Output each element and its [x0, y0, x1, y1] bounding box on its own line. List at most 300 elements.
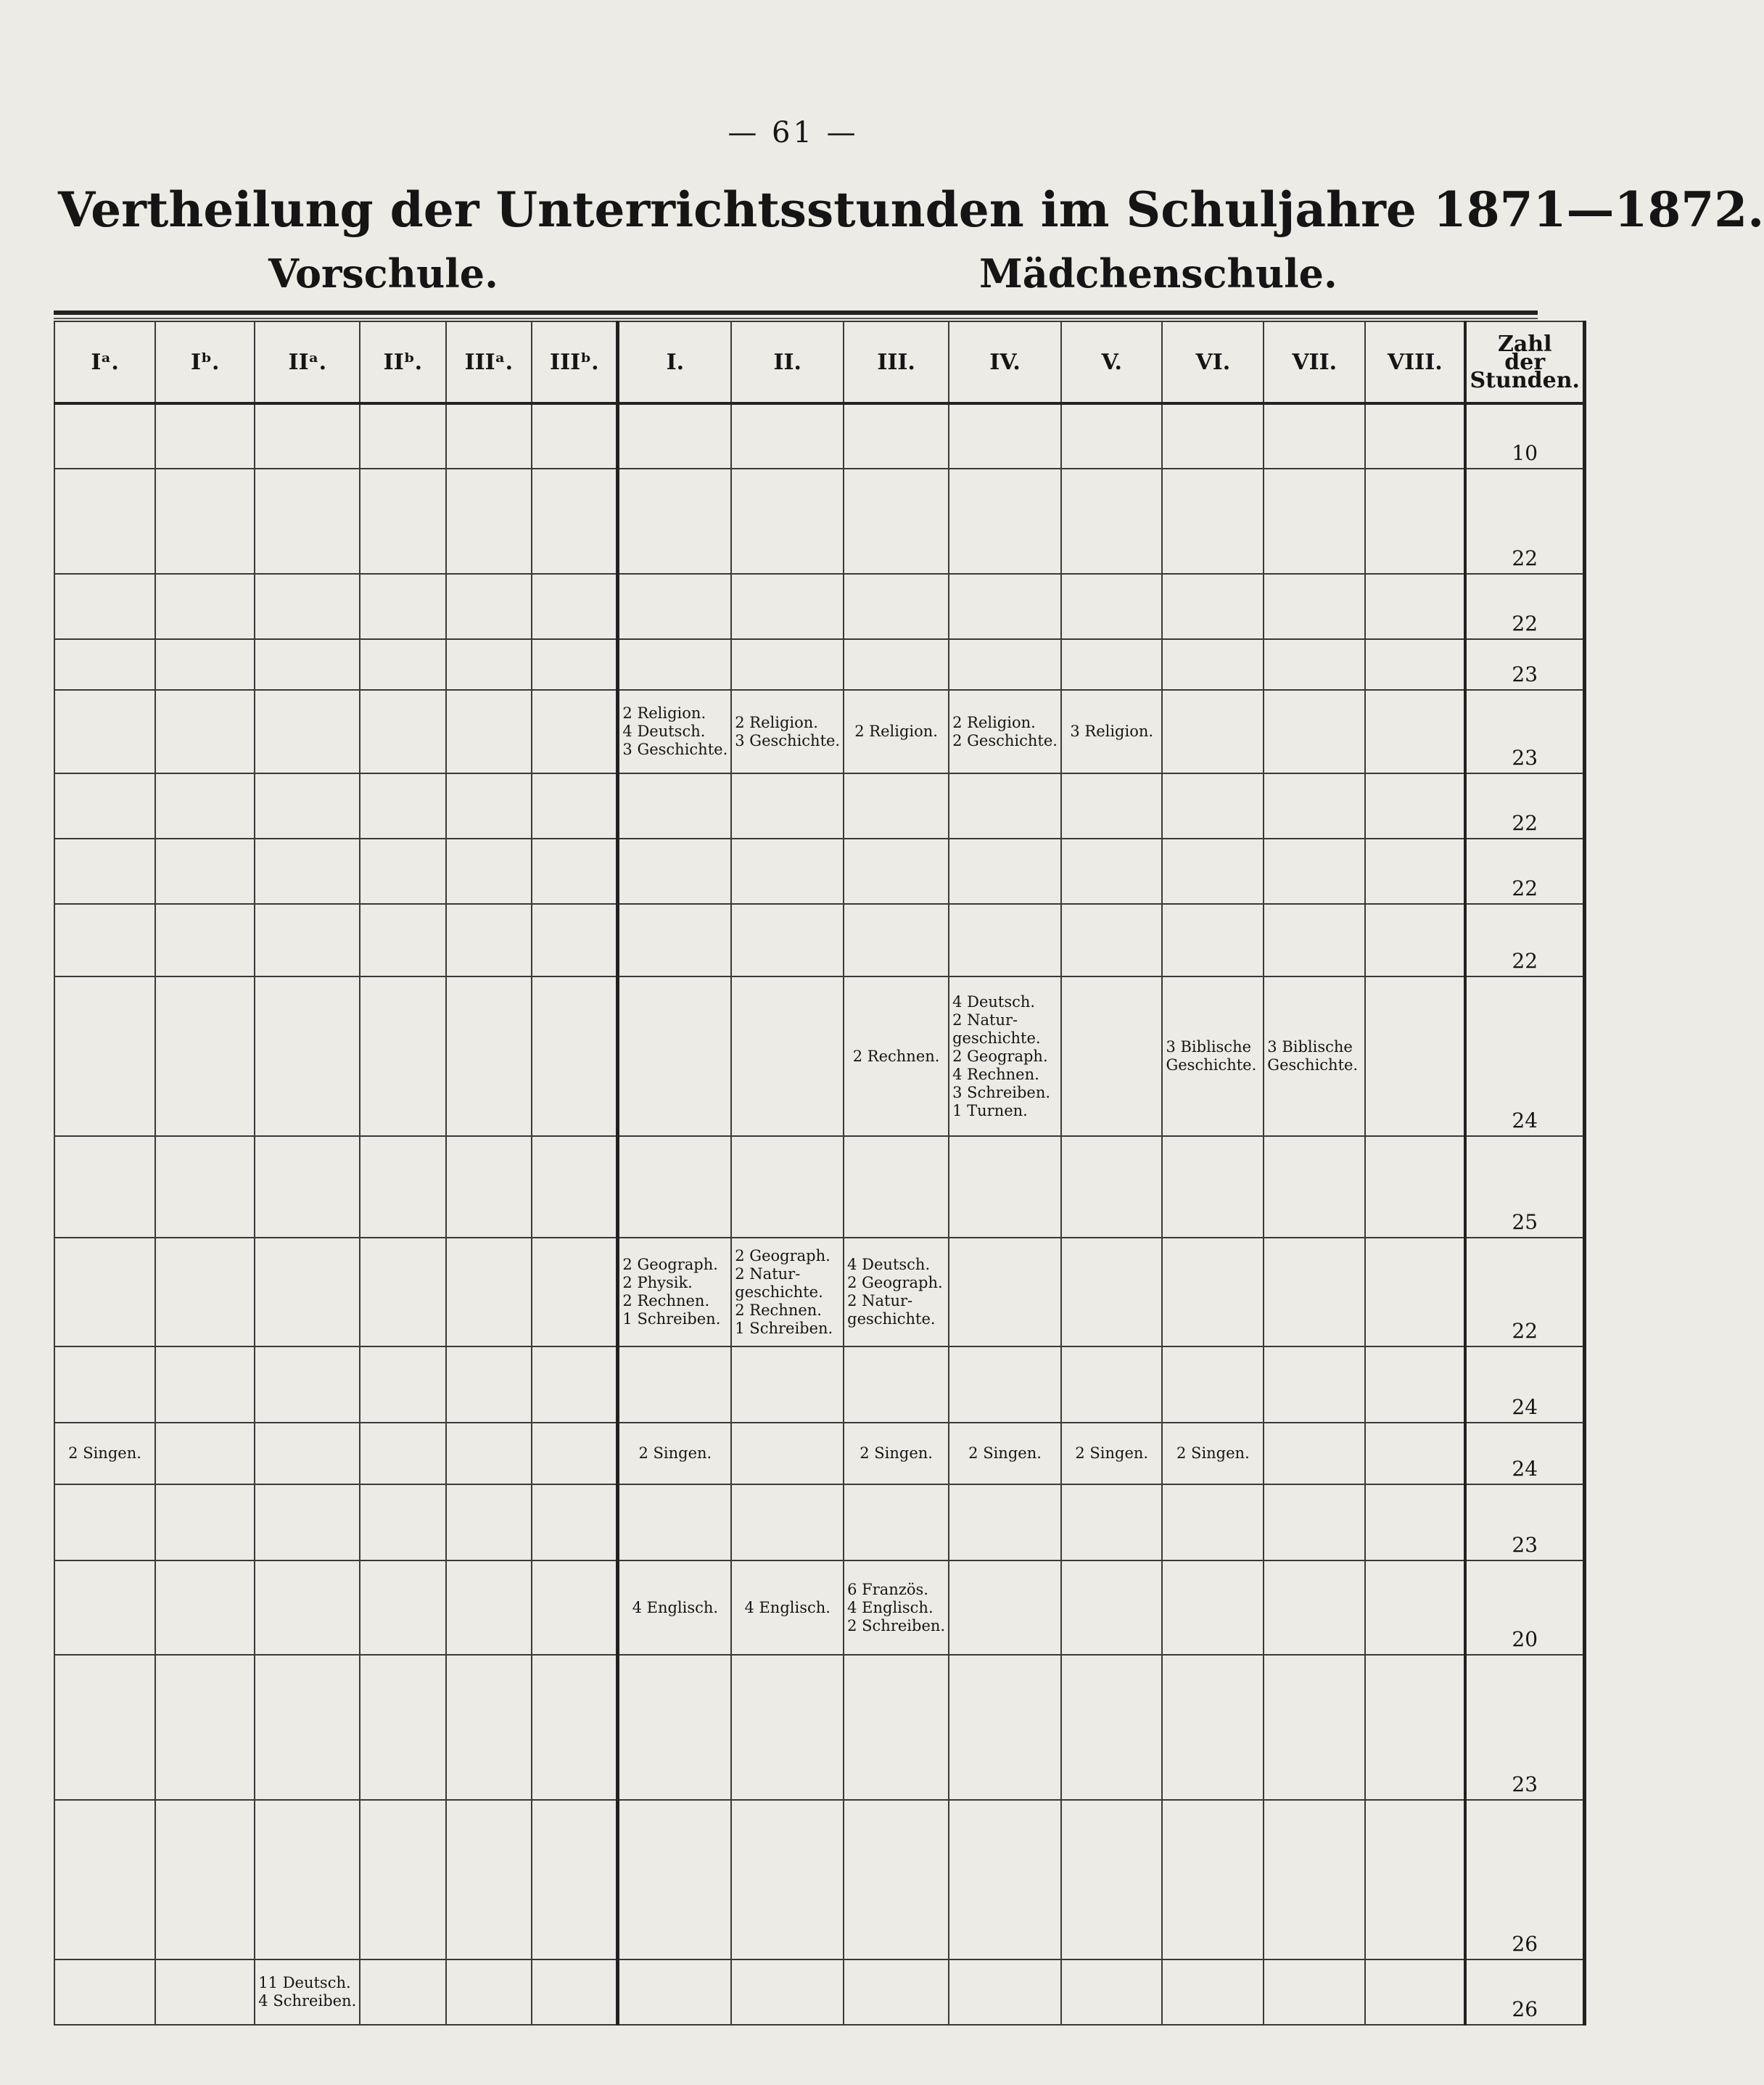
cell-v-iib — [360, 1238, 445, 1346]
cell-v-iiib — [532, 773, 618, 839]
cell-m-ii — [731, 1655, 844, 1800]
cell-m-v — [1061, 904, 1163, 976]
cell-text: 3 Geschichte. — [735, 731, 841, 749]
cell-v-ia — [54, 403, 155, 469]
cell-m-v — [1061, 574, 1163, 639]
cell-v-ia — [54, 1959, 155, 2025]
cell-text: 2 Physik. — [622, 1274, 693, 1291]
cell-m-v — [1061, 839, 1163, 904]
cell-v-iib — [360, 1346, 445, 1423]
cell-v-iiib — [532, 839, 618, 904]
cell-m-vii — [1264, 839, 1365, 904]
cell-m-i — [618, 904, 731, 976]
cell-v-iib — [360, 976, 445, 1136]
cell-text: 4 Deutsch. — [847, 1256, 931, 1273]
cell-v-ib — [155, 976, 255, 1136]
col-header-ib: Iᵇ. — [155, 321, 255, 403]
cell-m-i — [618, 1800, 731, 1959]
cell-m-viii — [1365, 1346, 1465, 1423]
cell-v-iia — [255, 469, 360, 574]
cell-text: 2 Natur- — [952, 1011, 1018, 1029]
cell-text: 2 Singen. — [1075, 1444, 1149, 1462]
cell-m-vi — [1162, 1560, 1264, 1655]
cell-m-iv — [949, 1484, 1061, 1560]
cell-m-iii — [844, 1655, 949, 1800]
cell-hour-count: 23 — [1465, 1484, 1584, 1560]
cell-v-iiib — [532, 1238, 618, 1346]
table-row — [54, 773, 1585, 839]
page-title: Vertheilung der Unterrichtsstunden im Schuljahre 1871—1872. — [58, 181, 1764, 238]
cell-v-ib — [155, 1423, 255, 1484]
cell-hour-count: 23 — [1465, 1655, 1584, 1800]
cell-m-v — [1061, 976, 1163, 1136]
cell-m-viii — [1365, 1560, 1465, 1655]
table-row — [54, 1800, 1585, 1959]
cell-m-viii — [1365, 1136, 1465, 1238]
cell-v-ia — [54, 839, 155, 904]
cell-m-ii — [731, 639, 844, 690]
col-header-iv: IV. — [949, 321, 1061, 403]
cell-m-viii — [1365, 773, 1465, 839]
cell-m-iii — [844, 1560, 949, 1655]
cell-m-vii — [1264, 976, 1365, 1136]
top-rule-thin — [54, 318, 1538, 319]
cell-m-viii — [1365, 1800, 1465, 1959]
cell-m-v — [1061, 1560, 1163, 1655]
cell-hour-count: 26 — [1465, 1800, 1584, 1959]
cell-v-ia — [54, 1423, 155, 1484]
cell-m-iii — [844, 1484, 949, 1560]
table-row — [54, 1560, 1585, 1655]
cell-v-ib — [155, 574, 255, 639]
cell-m-ii — [731, 976, 844, 1136]
cell-m-vii — [1264, 1136, 1365, 1238]
col-header-iii: III. — [844, 321, 949, 403]
cell-text: 4 Englisch. — [744, 1598, 831, 1616]
cell-hour-count: 22 — [1465, 574, 1584, 639]
cell-m-iii — [844, 574, 949, 639]
cell-m-vi — [1162, 1959, 1264, 2025]
cell-m-i — [618, 1655, 731, 1800]
schedule-table — [54, 321, 1586, 2026]
cell-v-iia — [255, 1800, 360, 1959]
table-row — [54, 1423, 1585, 1484]
cell-v-ia — [54, 574, 155, 639]
cell-hour-count: 22 — [1465, 904, 1584, 976]
cell-m-vi — [1162, 469, 1264, 574]
cell-text: 6 Französ. — [847, 1580, 928, 1598]
cell-m-ii — [731, 1800, 844, 1959]
cell-v-ia — [54, 1484, 155, 1560]
table-row — [54, 839, 1585, 904]
col-header-viii: VIII. — [1365, 321, 1465, 403]
table-row — [54, 904, 1585, 976]
cell-m-i — [618, 839, 731, 904]
cell-m-vii — [1264, 1800, 1365, 1959]
cell-v-iib — [360, 639, 445, 690]
cell-v-iiia — [446, 904, 532, 976]
cell-v-iia — [255, 1959, 360, 2025]
cell-text: 4 Deutsch. — [952, 992, 1036, 1011]
cell-v-iiia — [446, 574, 532, 639]
cell-v-ia — [54, 639, 155, 690]
cell-text: 11 Deutsch. — [258, 1974, 351, 1991]
cell-m-iii — [844, 1800, 949, 1959]
cell-v-ib — [155, 403, 255, 469]
count-header-line: der — [1504, 349, 1546, 375]
col-header-ii: II. — [731, 321, 844, 403]
cell-v-iiia — [446, 1484, 532, 1560]
cell-m-i — [618, 976, 731, 1136]
cell-m-vi — [1162, 1136, 1264, 1238]
cell-v-iia — [255, 690, 360, 773]
cell-m-vi — [1162, 1655, 1264, 1800]
cell-text: 2 Rechnen. — [622, 1292, 710, 1309]
cell-m-vii — [1264, 1655, 1365, 1800]
cell-v-iiia — [446, 1346, 532, 1423]
cell-text: 1 Schreiben. — [622, 1310, 721, 1328]
cell-v-ia — [54, 773, 155, 839]
cell-text: geschichte. — [952, 1029, 1041, 1047]
cell-m-v — [1061, 773, 1163, 839]
cell-m-ii — [731, 1136, 844, 1238]
cell-m-vi — [1162, 574, 1264, 639]
cell-v-iiib — [532, 1136, 618, 1238]
cell-text: 2 Geograph. — [952, 1047, 1048, 1065]
cell-hour-count: 26 — [1465, 1959, 1584, 2025]
cell-m-iv — [949, 1959, 1061, 2025]
cell-m-iv — [949, 976, 1061, 1136]
cell-v-iiia — [446, 773, 532, 839]
col-header-iiib: IIIᵇ. — [532, 321, 618, 403]
cell-m-viii — [1365, 839, 1465, 904]
cell-v-ib — [155, 1346, 255, 1423]
cell-m-ii — [731, 403, 844, 469]
cell-m-viii — [1365, 574, 1465, 639]
cell-m-ii — [731, 1346, 844, 1423]
cell-m-ii — [731, 1959, 844, 2025]
cell-v-iib — [360, 1423, 445, 1484]
cell-m-vi — [1162, 773, 1264, 839]
cell-m-iv — [949, 1423, 1061, 1484]
cell-text: 2 Religion. — [735, 713, 818, 731]
cell-text: 2 Religion. — [952, 713, 1036, 731]
cell-m-i — [618, 1560, 731, 1655]
cell-text: 4 Schreiben. — [258, 1992, 357, 2010]
cell-text: 4 Englisch. — [632, 1598, 719, 1616]
cell-v-iiia — [446, 1959, 532, 2025]
cell-m-i — [618, 1423, 731, 1484]
col-header-count — [1465, 321, 1584, 403]
cell-text: 3 Biblische — [1267, 1038, 1353, 1056]
col-header-v: V. — [1061, 321, 1163, 403]
cell-m-i — [618, 1484, 731, 1560]
col-header-iiia: IIIᵃ. — [446, 321, 532, 403]
top-rule — [54, 311, 1538, 315]
cell-m-vii — [1264, 469, 1365, 574]
cell-m-iv — [949, 469, 1061, 574]
cell-m-ii — [731, 1560, 844, 1655]
cell-m-vii — [1264, 690, 1365, 773]
cell-m-v — [1061, 1346, 1163, 1423]
cell-m-iii — [844, 690, 949, 773]
cell-m-vi — [1162, 1423, 1264, 1484]
cell-m-iii — [844, 976, 949, 1136]
cell-v-iiib — [532, 1484, 618, 1560]
table-row — [54, 1655, 1585, 1800]
cell-v-iia — [255, 1560, 360, 1655]
table-body — [54, 403, 1585, 2025]
cell-v-iiia — [446, 1238, 532, 1346]
cell-text: 1 Schreiben. — [735, 1319, 833, 1337]
cell-hour-count: 24 — [1465, 1423, 1584, 1484]
cell-v-iia — [255, 1484, 360, 1560]
cell-m-i — [618, 403, 731, 469]
cell-v-iiia — [446, 690, 532, 773]
cell-v-ia — [54, 1238, 155, 1346]
cell-v-iiia — [446, 976, 532, 1136]
cell-m-vi — [1162, 1484, 1264, 1560]
cell-v-ia — [54, 1136, 155, 1238]
cell-v-iia — [255, 1238, 360, 1346]
cell-text: 2 Singen. — [68, 1444, 141, 1462]
cell-m-viii — [1365, 403, 1465, 469]
cell-text: 1 Turnen. — [952, 1101, 1028, 1119]
cell-m-iv — [949, 839, 1061, 904]
cell-text: Geschichte. — [1267, 1056, 1359, 1074]
cell-v-iia — [255, 773, 360, 839]
cell-v-iiib — [532, 1423, 618, 1484]
cell-v-iiib — [532, 904, 618, 976]
cell-text: 2 Singen. — [1176, 1444, 1250, 1462]
col-header-iia: IIᵃ. — [255, 321, 360, 403]
cell-m-iv — [949, 1346, 1061, 1423]
table-row — [54, 639, 1585, 690]
cell-v-iiia — [446, 839, 532, 904]
cell-v-iib — [360, 403, 445, 469]
cell-m-iii — [844, 1423, 949, 1484]
cell-v-ib — [155, 1238, 255, 1346]
cell-m-vii — [1264, 1484, 1365, 1560]
cell-v-ib — [155, 1136, 255, 1238]
cell-m-viii — [1365, 1959, 1465, 2025]
cell-v-ia — [54, 904, 155, 976]
cell-text: 2 Natur- — [735, 1264, 801, 1283]
table-row — [54, 1959, 1585, 2025]
cell-m-iii — [844, 1238, 949, 1346]
cell-m-vi — [1162, 976, 1264, 1136]
cell-m-vii — [1264, 904, 1365, 976]
cell-v-ib — [155, 1655, 255, 1800]
cell-v-iib — [360, 904, 445, 976]
cell-v-iia — [255, 904, 360, 976]
cell-m-i — [618, 574, 731, 639]
cell-m-ii — [731, 1423, 844, 1484]
cell-m-ii — [731, 773, 844, 839]
cell-v-iib — [360, 1484, 445, 1560]
cell-m-iii — [844, 839, 949, 904]
col-header-iib: IIᵇ. — [360, 321, 445, 403]
cell-m-viii — [1365, 1238, 1465, 1346]
cell-hour-count: 25 — [1465, 1136, 1584, 1238]
cell-v-iiib — [532, 403, 618, 469]
cell-v-iib — [360, 839, 445, 904]
cell-text: 2 Religion. — [622, 704, 706, 722]
cell-text: Geschichte. — [1166, 1056, 1257, 1074]
cell-text: geschichte. — [847, 1310, 936, 1328]
cell-v-iia — [255, 639, 360, 690]
cell-v-ib — [155, 690, 255, 773]
cell-m-ii — [731, 839, 844, 904]
cell-m-v — [1061, 1238, 1163, 1346]
cell-v-iib — [360, 1800, 445, 1959]
cell-m-i — [618, 773, 731, 839]
cell-v-iib — [360, 1959, 445, 2025]
cell-v-iiib — [532, 1800, 618, 1959]
cell-v-iia — [255, 403, 360, 469]
cell-m-viii — [1365, 904, 1465, 976]
cell-m-v — [1061, 1423, 1163, 1484]
cell-m-iv — [949, 403, 1061, 469]
cell-m-iv — [949, 904, 1061, 976]
cell-m-ii — [731, 1484, 844, 1560]
cell-m-iv — [949, 690, 1061, 773]
cell-v-iia — [255, 839, 360, 904]
cell-m-v — [1061, 1484, 1163, 1560]
count-header-line: Zahl — [1497, 331, 1552, 357]
cell-m-i — [618, 469, 731, 574]
cell-text: 3 Schreiben. — [952, 1083, 1051, 1101]
cell-m-i — [618, 690, 731, 773]
cell-text: 2 Rechnen. — [735, 1301, 822, 1319]
cell-m-iv — [949, 1560, 1061, 1655]
table-row — [54, 1346, 1585, 1423]
section-title-vorschule: Vorschule. — [268, 250, 498, 297]
cell-m-vi — [1162, 1800, 1264, 1959]
cell-v-ib — [155, 773, 255, 839]
cell-m-vii — [1264, 1423, 1365, 1484]
cell-hour-count: 23 — [1465, 690, 1584, 773]
cell-v-iiia — [446, 639, 532, 690]
cell-v-iib — [360, 469, 445, 574]
cell-m-viii — [1365, 1423, 1465, 1484]
cell-m-vi — [1162, 690, 1264, 773]
cell-v-ia — [54, 976, 155, 1136]
cell-text: 3 Geschichte. — [622, 741, 728, 758]
cell-v-iiib — [532, 976, 618, 1136]
cell-m-viii — [1365, 690, 1465, 773]
cell-m-iv — [949, 1800, 1061, 1959]
cell-v-iiib — [532, 469, 618, 574]
cell-v-iiia — [446, 1655, 532, 1800]
cell-v-ia — [54, 1655, 155, 1800]
cell-v-iia — [255, 1655, 360, 1800]
cell-m-iii — [844, 1959, 949, 2025]
cell-m-viii — [1365, 469, 1465, 574]
cell-m-ii — [731, 574, 844, 639]
table-row — [54, 690, 1585, 773]
cell-hour-count: 22 — [1465, 839, 1584, 904]
cell-v-iib — [360, 1136, 445, 1238]
cell-m-ii — [731, 1238, 844, 1346]
cell-v-iiib — [532, 690, 618, 773]
cell-v-ia — [54, 1346, 155, 1423]
cell-hour-count: 22 — [1465, 469, 1584, 574]
cell-m-i — [618, 1346, 731, 1423]
cell-m-iii — [844, 639, 949, 690]
cell-text: 2 Singen. — [860, 1444, 933, 1462]
cell-v-iiia — [446, 1560, 532, 1655]
cell-m-v — [1061, 469, 1163, 574]
cell-hour-count: 22 — [1465, 1238, 1584, 1346]
cell-v-iib — [360, 1560, 445, 1655]
cell-m-i — [618, 1136, 731, 1238]
cell-text: 2 Geograph. — [622, 1256, 718, 1273]
cell-text: 4 Deutsch. — [622, 723, 706, 740]
cell-v-iia — [255, 574, 360, 639]
cell-text: 2 Rechnen. — [852, 1047, 940, 1065]
cell-v-ia — [54, 690, 155, 773]
cell-m-ii — [731, 690, 844, 773]
cell-m-vi — [1162, 403, 1264, 469]
table-row — [54, 1136, 1585, 1238]
cell-m-ii — [731, 904, 844, 976]
cell-m-viii — [1365, 639, 1465, 690]
cell-m-i — [618, 1238, 731, 1346]
cell-m-iii — [844, 403, 949, 469]
table-row — [54, 469, 1585, 574]
cell-m-vii — [1264, 574, 1365, 639]
cell-m-vii — [1264, 1346, 1365, 1423]
cell-m-iii — [844, 1346, 949, 1423]
cell-m-iv — [949, 639, 1061, 690]
cell-v-iib — [360, 690, 445, 773]
cell-v-ib — [155, 1800, 255, 1959]
cell-v-iia — [255, 1136, 360, 1238]
cell-hour-count: 23 — [1465, 639, 1584, 690]
cell-hour-count: 22 — [1465, 773, 1584, 839]
cell-m-iii — [844, 1136, 949, 1238]
cell-v-iib — [360, 1655, 445, 1800]
cell-v-iia — [255, 1346, 360, 1423]
cell-v-ib — [155, 469, 255, 574]
cell-m-iv — [949, 1655, 1061, 1800]
cell-v-iiia — [446, 403, 532, 469]
cell-v-iiib — [532, 1346, 618, 1423]
table-row — [54, 976, 1585, 1136]
table-row — [54, 574, 1585, 639]
cell-m-viii — [1365, 976, 1465, 1136]
cell-m-vi — [1162, 1238, 1264, 1346]
cell-m-iv — [949, 1136, 1061, 1238]
cell-m-v — [1061, 1136, 1163, 1238]
col-header-vi: VI. — [1162, 321, 1264, 403]
cell-v-ia — [54, 1800, 155, 1959]
cell-text: 2 Geschichte. — [952, 731, 1058, 749]
col-header-vii: VII. — [1264, 321, 1365, 403]
cell-text: 2 Geograph. — [847, 1274, 943, 1291]
cell-v-iia — [255, 976, 360, 1136]
cell-v-iiia — [446, 1423, 532, 1484]
cell-m-vii — [1264, 1238, 1365, 1346]
cell-m-vii — [1264, 773, 1365, 839]
cell-m-i — [618, 1959, 731, 2025]
cell-m-vi — [1162, 1346, 1264, 1423]
cell-text: 2 Schreiben. — [847, 1616, 946, 1634]
cell-m-iii — [844, 469, 949, 574]
cell-text: 2 Singen. — [638, 1444, 712, 1462]
cell-v-iiia — [446, 469, 532, 574]
